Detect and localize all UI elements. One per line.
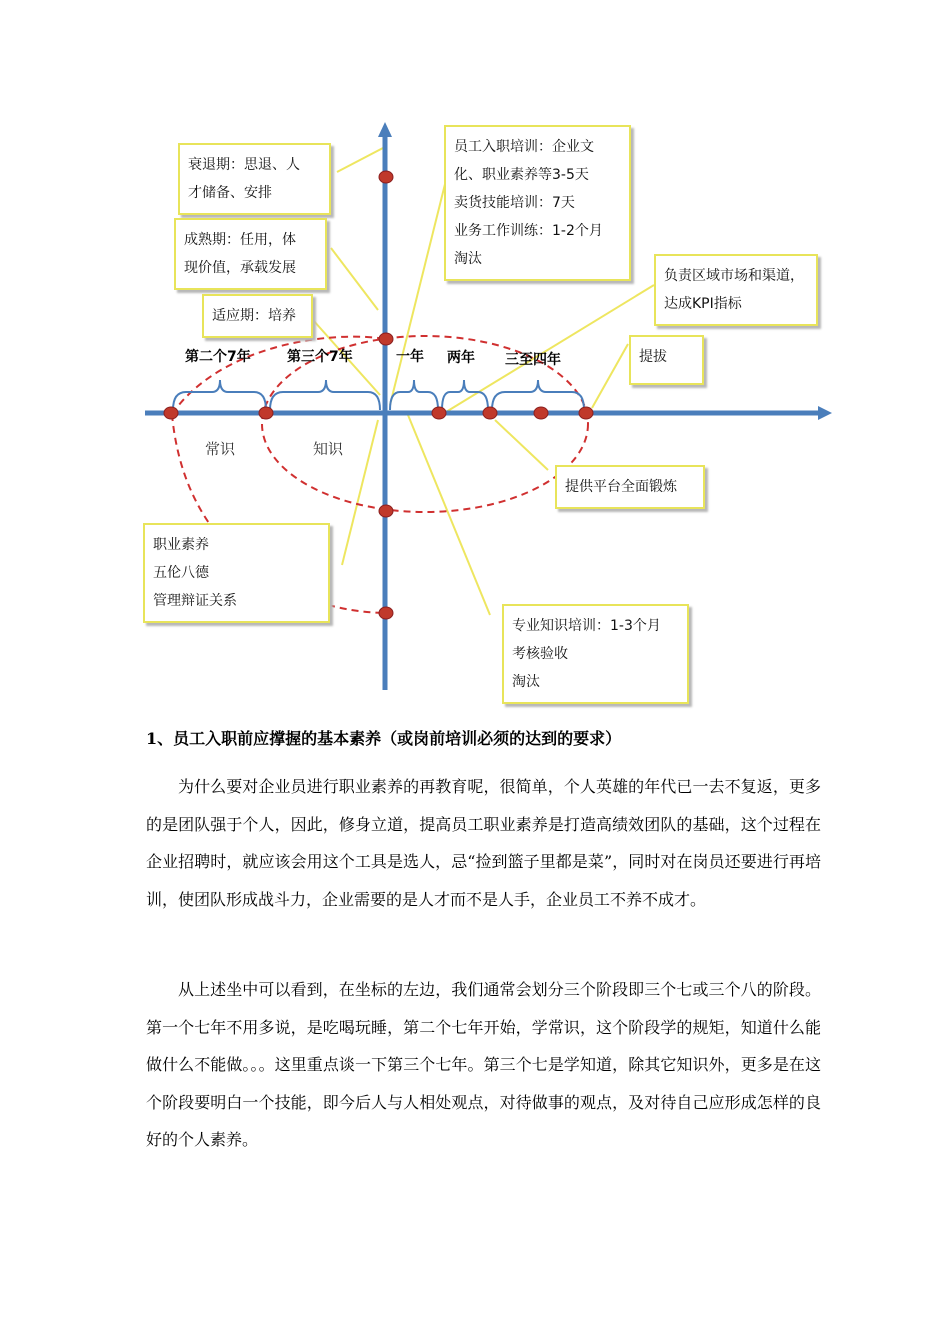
brace-two-years [442, 380, 488, 410]
box-ethics: 职业素养 五伦八德 管理辩证关系 [143, 523, 330, 623]
dot [379, 505, 393, 517]
period-label-second7: 第二个7年 [185, 349, 251, 365]
period-braces [173, 380, 584, 410]
paragraph-1: 为什么要对企业员进行职业素养的再教育呢，很简单，个人英雄的年代已一去不复返，更多的是团队强于个人，因此，修身立道，提高员工职业素养是打造高绩效团队的基础，这个过程在企业招聘时，就应该会用这个工具是选人，忌“捡到篮子里都是菜”，同时对在岗员还要进行再培训，使团队形成战斗力，企业需要的是人才而不是人手，企业员工不养不成才。 [146, 777, 821, 909]
period-label-third7: 第三个7年 [287, 349, 353, 365]
box-decline: 衰退期：思退、人 才储备、安排 [178, 143, 331, 215]
box-mature: 成熟期：任用，体 现价值，承载发展 [174, 218, 327, 290]
brace-one-year [390, 380, 438, 410]
brace-third7 [270, 380, 380, 410]
dot [379, 171, 393, 183]
period-label-three-four: 三至四年 [505, 352, 561, 368]
box-region: 负责区域市场和渠道， 达成KPI指标 [654, 254, 818, 326]
section-heading: 1、员工入职前应撑握的基本素养（或岗前培训必须的达到的要求） [146, 729, 622, 748]
zone-label-common: 常识 [205, 440, 236, 458]
y-axis-arrow-icon [378, 122, 392, 137]
dot [259, 407, 273, 419]
paragraph-2: 从上述坐中可以看到，在坐标的左边，我们通常会划分三个阶段即三个七或三个八的阶段。第一个七年不用多说，是吃喝玩睡，第二个七年开始，学常识，这个阶段学的规矩，知道什么能做什么不能做。。。这里重点谈一下第三个七年。第三个七是学知道，除其它知识外，更多是在这个阶段要明白一个技能，即今后人与人相处观点，对待做事的观点，及对待自己应形成怎样的良好的个人素养。 [146, 980, 821, 1149]
dot [379, 607, 393, 619]
dot [579, 407, 593, 419]
dot [483, 407, 497, 419]
box-onboard-training: 员工入职培训：企业文 化、职业素养等3-5天 卖货技能培训：7天 业务工作训练：1-2个月 淘汰 [444, 125, 631, 281]
dot [379, 333, 393, 345]
zone-label-knowledge: 知识 [313, 440, 344, 458]
box-platform: 提供平台全面锻炼 [555, 465, 705, 509]
dot [534, 407, 548, 419]
dot [432, 407, 446, 419]
period-label-two-years: 两年 [447, 350, 475, 366]
box-promote: 提拔 [629, 335, 704, 385]
x-axis-arrow-icon [818, 406, 832, 420]
box-adapt: 适应期：培养 [202, 294, 313, 338]
box-professional-training: 专业知识培训：1-3个月 考核验收 淘汰 [502, 604, 689, 704]
dot [164, 407, 178, 419]
period-label-one-year: 一年 [396, 349, 424, 365]
